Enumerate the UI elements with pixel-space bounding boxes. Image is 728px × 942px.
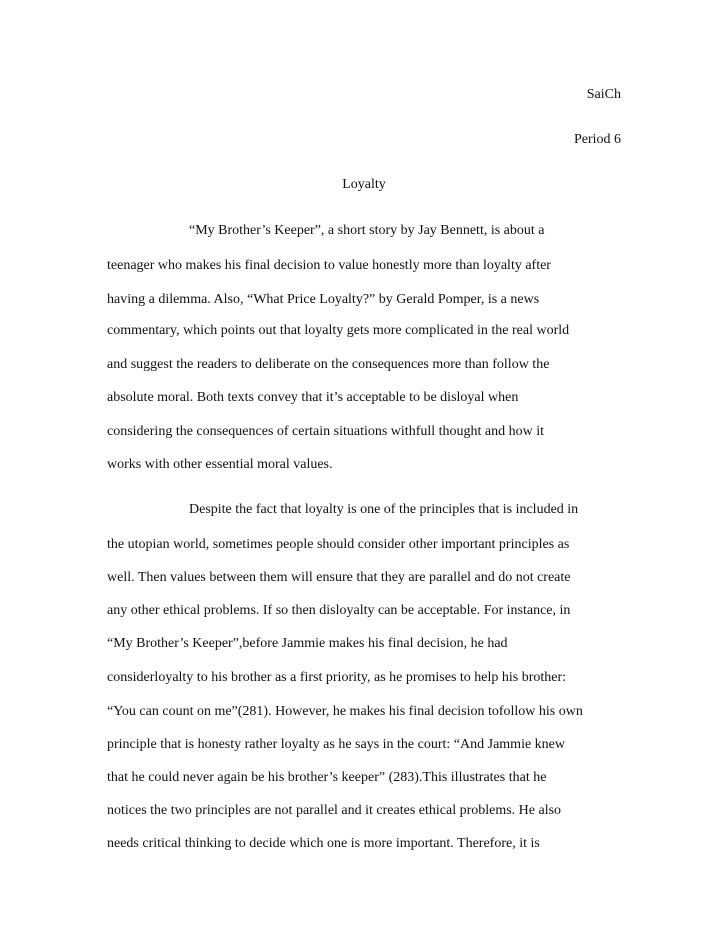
paragraph-line: that he could never again be his brother’s keeper” (283).This illustrates that he [107,770,547,785]
paragraph-line: having a dilemma. Also, “What Price Loyalty?” by Gerald Pomper, is a news [107,292,540,307]
paragraph-line: commentary, which points out that loyalty gets more complicated in the real world [107,323,570,338]
paragraph-line: works with other essential moral values. [107,457,333,472]
paragraph-line: considerloyalty to his brother as a first priority, as he promises to help his brother: [107,670,567,685]
paragraph-line: considering the consequences of certain situations withfull thought and how it [107,424,545,439]
essay-title: Loyalty [342,177,386,192]
paragraph-line: notices the two principles are not parallel and it creates ethical problems. He also [107,803,562,818]
paragraph-line: “My Brother’s Keeper”, a short story by Jay Bennett, is about a [189,223,545,238]
paragraph-line: principle that is honesty rather loyalty as he says in the court: “And Jammie knew [107,737,565,752]
paragraph-line: Despite the fact that loyalty is one of the principles that is included in [189,502,579,517]
paragraph-line: “My Brother’s Keeper”,before Jammie makes his final decision, he had [107,636,508,651]
paragraph-line: and suggest the readers to deliberate on the consequences more than follow the [107,357,550,372]
class-period: Period 6 [573,132,621,147]
paragraph-line: needs critical thinking to decide which one is more important. Therefore, it is [107,836,540,851]
paragraph-line: teenager who makes his final decision to value honestly more than loyalty after [107,258,551,273]
paragraph-line: “You can count on me”(281). However, he makes his final decision tofollow his own [107,704,583,719]
paragraph-line: well. Then values between them will ensure that they are parallel and do not create [107,570,571,585]
paragraph-line: any other ethical problems. If so then disloyalty can be acceptable. For instance, in [107,603,571,618]
author-name: SaiCh [586,87,621,102]
paragraph-line: the utopian world, sometimes people should consider other important principles as [107,537,570,552]
paragraph-line: absolute moral. Both texts convey that it’s acceptable to be disloyal when [107,390,519,405]
